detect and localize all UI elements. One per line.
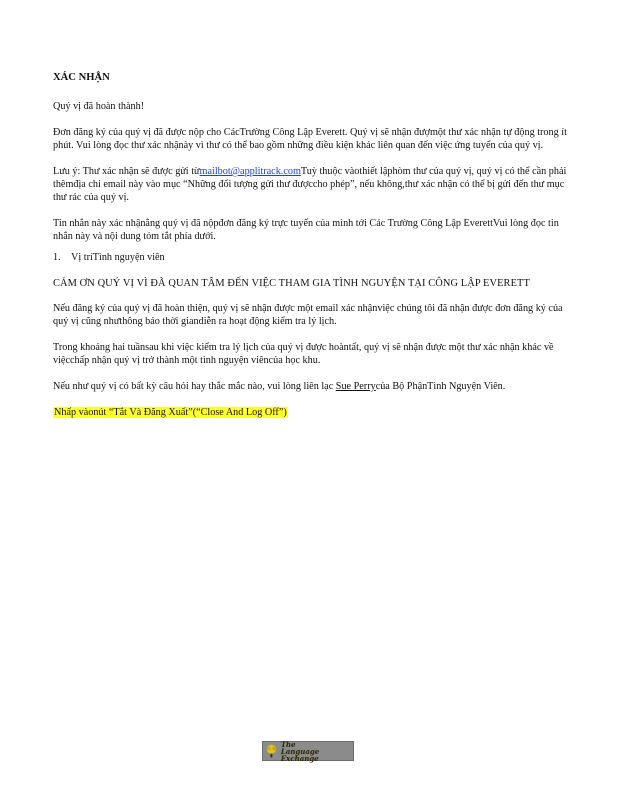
position-list-item xyxy=(53,251,573,264)
background-check-paragraph: Trong khoảng hai tuầnsau khi việc kiểm tra lý lịch của quý vị được hoàntất, quý vị sẽ nhận được một thư xác nhận khác về việcchấp nhận quý vị trở thành một tình nguyện viêncủa học khu. xyxy=(53,342,554,366)
contact-paragraph xyxy=(53,380,573,393)
logo-line-1: The xyxy=(280,739,296,749)
document-body xyxy=(53,71,573,432)
language-exchange-logo xyxy=(262,741,354,761)
close-instruction-paragraph xyxy=(53,406,573,419)
position-name: Vị tríTình nguyện viên xyxy=(71,252,165,263)
contact-text-before: Nếu như quý vị có bất kỳ câu hỏi hay thắc mắc nào, vui lòng liên lạc xyxy=(53,381,336,392)
document-title: XÁC NHẬN xyxy=(53,72,110,83)
completion-message: Quý vị đã hoàn thành! xyxy=(53,101,145,112)
note-text-after: Tuỳ thuộc vàothiết lậphòm thư của quý vị, quý vị có thể cần phải thêmđịa chỉ email này vào mục “Những đối tượng gửi thư đượccho phép”, nếu không,thư xác nhận có thể bị gửi đến thư mục thư rác của quý vị. xyxy=(53,166,567,203)
registration-paragraph: Nếu đăng ký của quý vị đã hoàn thiện, quý vị sẽ nhận được một email xác nhậnviệc chúng tôi đã nhận được đơn đăng ký của quý vị cũng nhưthông báo thời giandiễn ra hoạt động kiểm tra lý lịch. xyxy=(53,303,563,327)
logo-line-2: Language Exchange xyxy=(280,746,320,763)
mailbot-email-link[interactable]: mailbot@applitrack.com xyxy=(199,166,301,177)
close-instruction-highlight: Nhấp vàonút “Tắt Và Đăng Xuất”(“Close And Log Off”) xyxy=(54,407,287,418)
logo-text xyxy=(281,741,353,762)
tree-icon xyxy=(265,743,278,759)
list-number: 1. xyxy=(53,252,61,263)
thank-you-heading: CẢM ƠN QUÝ VỊ VÌ ĐÃ QUAN TÂM ĐẾN VIỆC THAM GIA TÌNH NGUYỆN TẠI CÔNG LẬP EVERETT xyxy=(53,278,530,289)
contact-name: Sue Perry xyxy=(335,381,376,392)
confirmation-paragraph: Tin nhắn này xác nhậnằng quý vị đã nộpđơn đăng ký trực tuyến của mình tới Các Trường Công Lập EverettVui lòng đọc tin nhắn này và nội dung tóm tắt phía dưới. xyxy=(53,218,559,242)
contact-text-after: của Bộ PhậnTình Nguyện Viên. xyxy=(375,381,506,392)
submission-paragraph: Đơn đăng ký của quý vị đã được nộp cho CácTrường Công Lập Everett. Quý vị sẽ nhận đượmột thư xác nhận tự động trong ít phút. Vui lòng đọc thư xác nhậnày vì thư có thể bao gồm những điều kiện khác liên quan đến việc ứng tuyển của quý vị. xyxy=(53,127,567,151)
note-text-before: Lưu ý: Thư xác nhận sẽ được gửi từ xyxy=(53,166,200,177)
note-paragraph xyxy=(53,165,573,204)
